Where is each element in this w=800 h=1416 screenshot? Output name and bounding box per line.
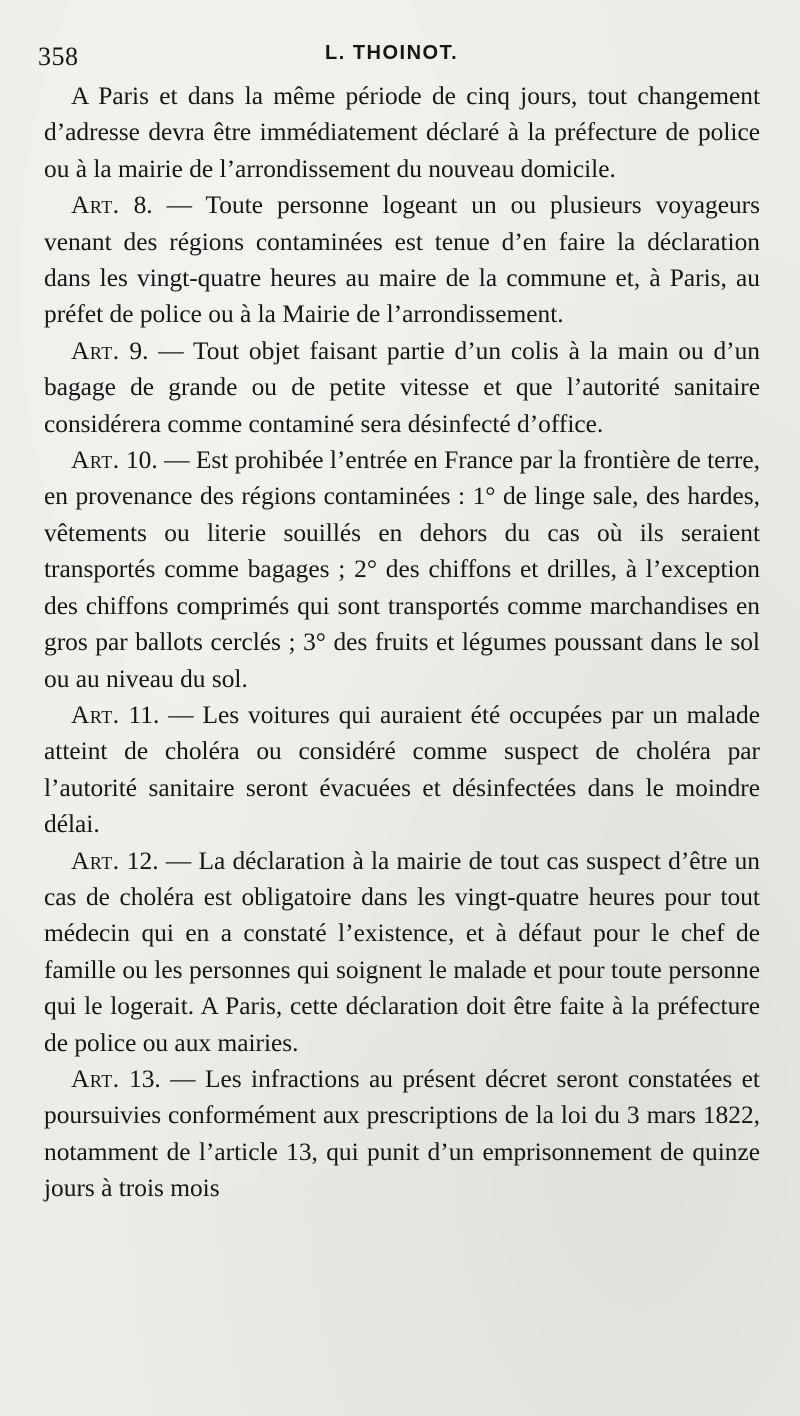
article-number: 10. [125, 446, 158, 475]
article-label: Art. [71, 336, 120, 365]
article-13 [44, 1061, 760, 1207]
page-number: 358 [38, 42, 79, 71]
article-number: 8. [133, 191, 153, 220]
article-label: Art. [71, 700, 120, 729]
article-number: 9. [129, 336, 149, 365]
article-text: — Toute personne logeant un ou plusieurs voyageurs venant des régions contaminées est tenue d’en faire la déclaration dans les vingt-quatre heures au maire de la commune et, à Paris, au préfet de police ou à la Mairie de l’arrondissement. [44, 191, 760, 329]
article-text: — Les voitures qui auraient été occupées par un malade atteint de choléra ou considéré comme suspect de choléra par l’autorité sanitaire seront évacuées et désinfectées dans le moindre délai. [44, 700, 760, 839]
article-label: Art. [71, 1064, 120, 1093]
article-label: Art. [71, 446, 120, 475]
paragraph-intro [44, 78, 760, 187]
article-number: 13. [129, 1064, 161, 1093]
paragraph-text: A Paris et dans la même période de cinq jours, tout changement d’adresse devra être immédiatement déclaré à la préfecture de police ou à la mairie de l’arrondissement du nouveau domicile. [44, 82, 760, 183]
body-text [44, 78, 760, 1207]
article-label: Art. [71, 191, 120, 220]
page-header [38, 36, 760, 76]
article-number: 12. [126, 846, 159, 875]
article-text: — Tout objet faisant partie d’un colis à la main ou d’un bagage de grande ou de petite vitesse et que l’autorité sanitaire considérera comme contaminé sera désinfecté d’office. [44, 336, 760, 438]
running-head: L. THOINOT. [325, 42, 459, 64]
article-10 [44, 442, 760, 697]
article-11 [44, 697, 760, 843]
article-9 [44, 333, 760, 442]
article-text: — Les infractions au présent décret seront constatées et poursuivies conformément aux prescriptions de la loi du 3 mars 1822, notamment de l’article 13, qui punit d’un emprisonnement de quinze jours à trois mois [44, 1064, 760, 1203]
article-text: — La déclaration à la mairie de tout cas suspect d’être un cas de choléra est obligatoire dans les vingt-quatre heures pour tout médecin qui en a constaté l’existence, et à défaut pour le chef de famille ou les personnes qui soignent le malade et pour toute personne qui le logerait. A Paris, cette déclaration doit être faite à la préfecture de police ou aux mairies. [44, 846, 760, 1057]
article-12 [44, 843, 760, 1061]
article-8 [44, 187, 760, 333]
article-number: 11. [128, 700, 160, 729]
article-text: — Est prohibée l’entrée en France par la frontière de terre, en provenance des régions contaminées : 1° de linge sale, des hardes, vêtements ou literie souillés en dehors du cas où ils seraient transportés comme bagages ; 2° des chiffons et drilles, à l’exception des chiffons comprimés qui sont transportés comme marchandises en gros par ballots cerclés ; 3° des fruits et légumes poussant dans le sol ou au niveau du sol. [44, 446, 760, 693]
article-label: Art. [71, 846, 120, 875]
